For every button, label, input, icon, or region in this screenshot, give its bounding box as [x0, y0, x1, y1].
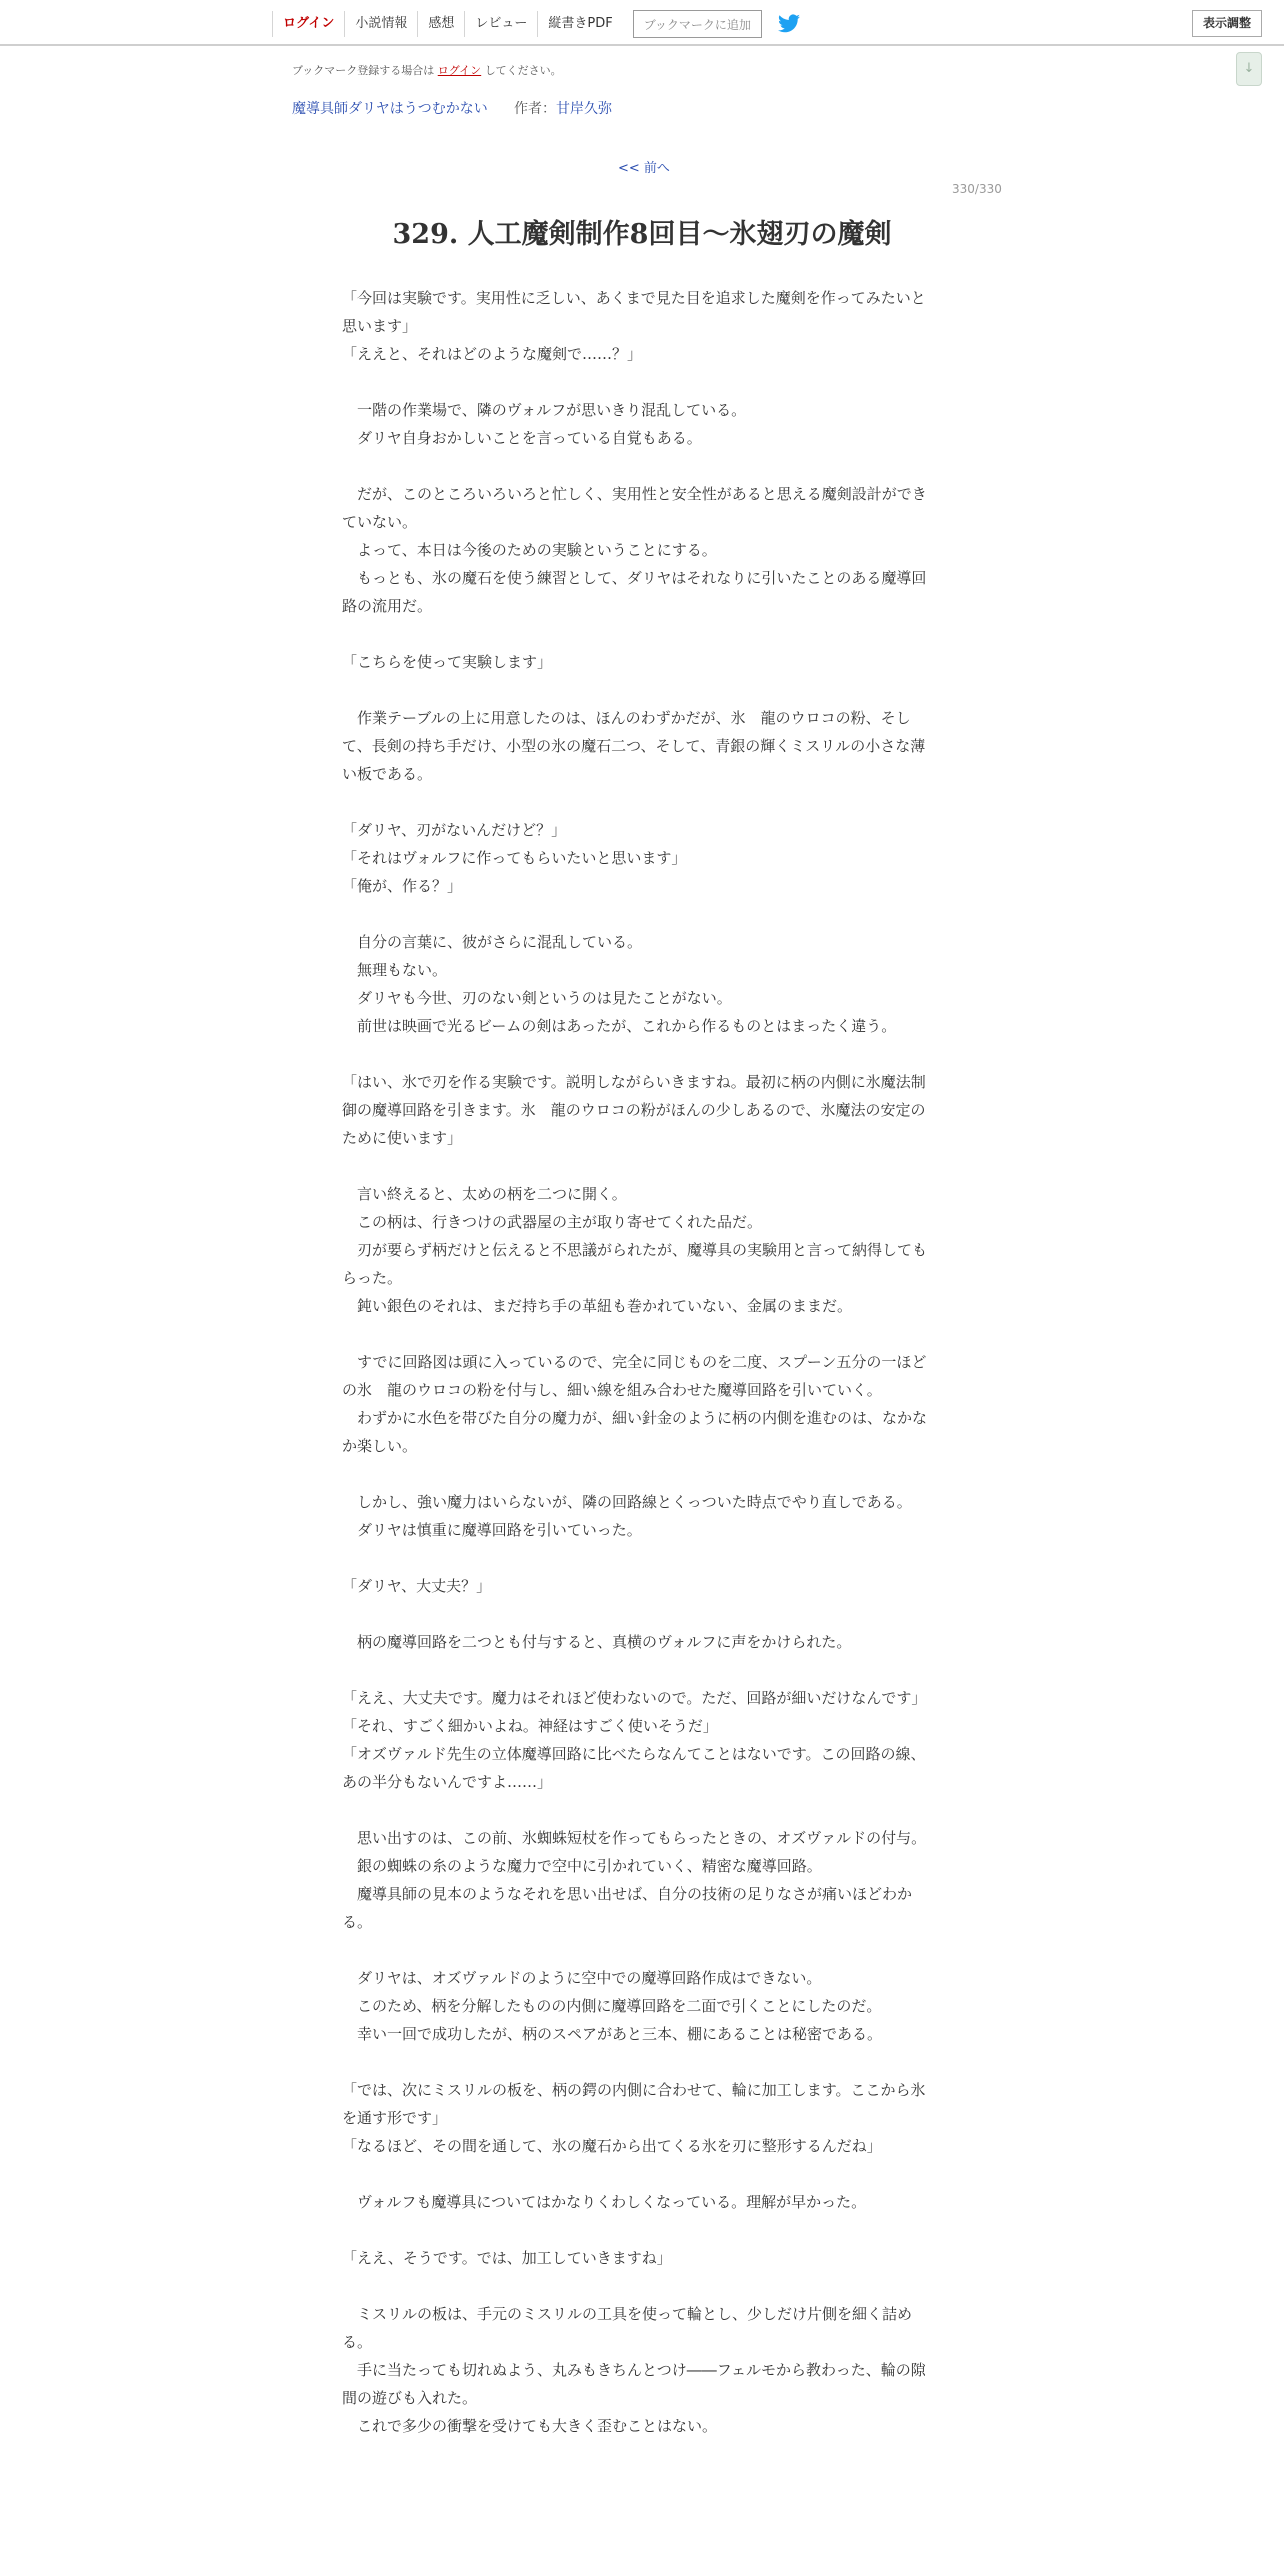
- blank-line: [342, 2216, 938, 2244]
- body-paragraph: 「今回は実験です。実用性に乏しい、あくまで見た目を追求した魔剣を作ってみたいと思います」: [342, 289, 926, 335]
- blank-line: [342, 368, 938, 396]
- body-paragraph: 手に当たっても切れぬよう、丸みもきちんとつけ――フェルモから教わった、輪の隙間の遊びも入れた。: [342, 2361, 926, 2407]
- blank-line: [342, 1600, 938, 1628]
- body-paragraph: わずかに水色を帯びた自分の魔力が、細い針金のように柄の内側を進むのは、なかなか楽しい。: [342, 1409, 928, 1455]
- body-paragraph: 「俺が、作る？」: [342, 877, 463, 895]
- body-paragraph: 「オズヴァルド先生の立体魔導回路に比べたらなんてことはないです。この回路の線、あの半分もないんですよ……」: [342, 1745, 926, 1791]
- body-paragraph: ダリヤは、オズヴァルドのように空中での魔導回路作成はできない。: [342, 1969, 822, 1987]
- blank-line: [342, 452, 938, 480]
- bookmark-login-note: [292, 62, 562, 78]
- nav-impressions-link[interactable]: 感想: [417, 11, 464, 37]
- bookmark-note-before: ブックマーク登録する場合は: [292, 64, 435, 77]
- body-paragraph: 思い出すのは、この前、氷蜘蛛短杖を作ってもらったときの、オズヴァルドの付与。: [342, 1829, 927, 1847]
- display-settings-button[interactable]: 表示調整: [1192, 10, 1262, 37]
- body-paragraph: このため、柄を分解したものの内側に魔導回路を二面で引くことにしたのだ。: [342, 1997, 882, 2015]
- bookmark-note-login-link[interactable]: ログイン: [437, 64, 482, 77]
- body-paragraph: だが、このところいろいろと忙しく、実用性と安全性があると思える魔剣設計ができていない。: [342, 485, 927, 531]
- body-paragraph: 「ええと、それはどのような魔剣で……？」: [342, 345, 643, 363]
- blank-line: [342, 1460, 938, 1488]
- body-paragraph: 「では、次にミスリルの板を、柄の鍔の内側に合わせて、輪に加工します。ここから氷を通す形です」: [342, 2081, 926, 2127]
- body-paragraph: 「こちらを使って実験します」: [342, 653, 553, 671]
- blank-line: [342, 1936, 938, 1964]
- blank-line: [342, 620, 938, 648]
- body-paragraph: 魔導具師の見本のようなそれを思い出せば、自分の技術の足りなさが痛いほどわかる。: [342, 1885, 913, 1931]
- body-paragraph: 「ええ、そうです。では、加工していきますね」: [342, 2249, 672, 2267]
- bookmark-add-button[interactable]: ブックマークに追加: [633, 10, 762, 38]
- author-label: 作者：: [514, 101, 556, 117]
- body-paragraph: 「それ、すごく細かいよね。神経はすごく使いそうだ」: [342, 1717, 718, 1735]
- blank-line: [342, 2272, 938, 2300]
- blank-line: [342, 2048, 938, 2076]
- chapter-body: [342, 284, 938, 2440]
- body-paragraph: 言い終えると、太めの柄を二つに開く。: [342, 1185, 627, 1203]
- body-paragraph: ミスリルの板は、手元のミスリルの工具を使って輪とし、少しだけ片側を細く詰める。: [342, 2305, 913, 2351]
- nav-login-link[interactable]: ログイン: [272, 11, 344, 37]
- blank-line: [342, 1544, 938, 1572]
- page-count: 330/330: [952, 182, 1002, 196]
- nav-list: [272, 10, 802, 38]
- body-paragraph: ヴォルフも魔導具についてはかなりくわしくなっている。理解が早かった。: [342, 2193, 867, 2211]
- blank-line: [342, 900, 938, 928]
- body-paragraph: 前世は映画で光るビームの剣はあったが、これから作るものとはまったく違う。: [342, 1017, 897, 1035]
- author-link[interactable]: 甘岸久弥: [556, 101, 612, 117]
- author-line: [514, 98, 612, 118]
- body-paragraph: 銀の蜘蛛の糸のような魔力で空中に引かれていく、精密な魔導回路。: [342, 1857, 822, 1875]
- nav-vertical-pdf-link[interactable]: 縦書きPDF: [537, 11, 622, 37]
- body-paragraph: 「ええ、大丈夫です。魔力はそれほど使わないので。ただ、回路が細いだけなんです」: [342, 1689, 927, 1707]
- body-paragraph: 「それはヴォルフに作ってもらいたいと思います」: [342, 849, 687, 867]
- twitter-bird-icon[interactable]: [776, 12, 802, 36]
- blank-line: [342, 1320, 938, 1348]
- body-paragraph: 刃が要らず柄だけと伝えると不思議がられたが、魔導具の実験用と言って納得してもらった。: [342, 1241, 928, 1287]
- body-paragraph: 柄の魔導回路を二つとも付与すると、真横のヴォルフに声をかけられた。: [342, 1633, 852, 1651]
- nav-novel-info-link[interactable]: 小説情報: [344, 11, 417, 37]
- nav-review-link[interactable]: レビュー: [464, 11, 537, 37]
- blank-line: [342, 2160, 938, 2188]
- blank-line: [342, 1656, 938, 1684]
- body-paragraph: ダリヤ自身おかしいことを言っている自覚もある。: [342, 429, 702, 447]
- blank-line: [342, 788, 938, 816]
- bookmark-note-after: してください。: [484, 64, 562, 77]
- blank-line: [342, 1796, 938, 1824]
- body-paragraph: 「はい、氷で刃を作る実験です。説明しながらいきますね。最初に柄の内側に氷魔法制御の魔導回路を引きます。氷 龍のウロコの粉がほんの少しあるので、氷魔法の安定のために使います」: [342, 1073, 926, 1147]
- body-paragraph: ダリヤは慎重に魔導回路を引いていった。: [342, 1521, 642, 1539]
- scroll-down-button[interactable]: ↓: [1236, 52, 1262, 86]
- chapter-title: 329. 人工魔剣制作8回目～氷翅刃の魔剣: [392, 219, 892, 250]
- top-navigation-bar: [0, 0, 1284, 46]
- novel-title-link[interactable]: 魔導具師ダリヤはうつむかない: [292, 101, 488, 117]
- body-paragraph: 無理もない。: [342, 961, 448, 979]
- body-paragraph: 作業テーブルの上に用意したのは、ほんのわずかだが、氷 龍のウロコの粉、そして、長剣の持ち手だけ、小型の氷の魔石二つ、そして、青銀の輝くミスリルの小さな薄い板である。: [342, 709, 926, 783]
- body-paragraph: 幸い一回で成功したが、柄のスペアがあと三本、棚にあることは秘密である。: [342, 2025, 883, 2043]
- body-paragraph: 鈍い銀色のそれは、まだ持ち手の革紐も巻かれていない、金属のままだ。: [342, 1297, 853, 1315]
- body-paragraph: 自分の言葉に、彼がさらに混乱している。: [342, 933, 643, 951]
- body-paragraph: 「ダリヤ、大丈夫？」: [342, 1577, 492, 1595]
- body-paragraph: ダリヤも今世、刃のない剣というのは見たことがない。: [342, 989, 732, 1007]
- body-paragraph: すでに回路図は頭に入っているので、完全に同じものを二度、スプーン五分の一ほどの氷 龍のウロコの粉を付与し、細い線を組み合わせた魔導回路を引いていく。: [342, 1353, 927, 1399]
- body-paragraph: 「ダリヤ、刃がないんだけど？」: [342, 821, 567, 839]
- body-paragraph: しかし、強い魔力はいらないが、隣の回路線とくっついた時点でやり直しである。: [342, 1493, 912, 1511]
- body-paragraph: 一階の作業場で、隣のヴォルフが思いきり混乱している。: [342, 401, 747, 419]
- body-paragraph: よって、本日は今後のための実験ということにする。: [342, 541, 717, 559]
- blank-line: [342, 676, 938, 704]
- prev-chapter-link[interactable]: << 前へ: [618, 161, 670, 176]
- body-paragraph: 「なるほど、その間を通して、氷の魔石から出てくる氷を刃に整形するんだね」: [342, 2137, 882, 2155]
- body-paragraph: これで多少の衝撃を受けても大きく歪むことはない。: [342, 2417, 718, 2435]
- blank-line: [342, 1040, 938, 1068]
- blank-line: [342, 1152, 938, 1180]
- body-paragraph: この柄は、行きつけの武器屋の主が取り寄せてくれた品だ。: [342, 1213, 763, 1231]
- body-paragraph: もっとも、氷の魔石を使う練習として、ダリヤはそれなりに引いたことのある魔導回路の流用だ。: [342, 569, 927, 615]
